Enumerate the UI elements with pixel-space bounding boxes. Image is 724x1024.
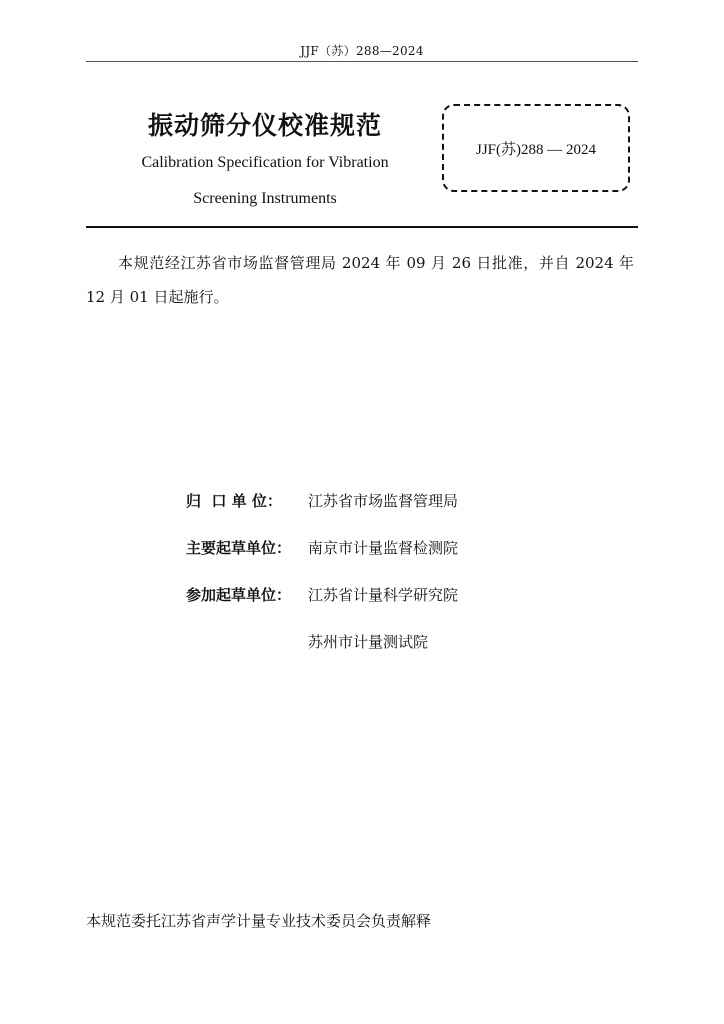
specification-code: JJF(苏)288 — 2024 (475, 141, 596, 158)
unit-label: 参加起草单位： (186, 586, 292, 604)
unit-value: 南京市计量监督检测院 (308, 539, 459, 557)
specification-code-box (442, 104, 630, 192)
title-english-line-2: Screening Instruments (193, 190, 337, 207)
unit-row-responsible (186, 490, 586, 537)
header-rule (86, 61, 638, 62)
unit-value: 江苏省计量科学研究院 (308, 586, 459, 604)
running-header: JJF（苏）288—2024 (300, 44, 424, 58)
title-chinese: 振动筛分仪校准规范 (147, 111, 382, 140)
drafting-units (186, 490, 586, 678)
unit-row-participant-2 (186, 631, 586, 678)
title-divider (86, 226, 638, 228)
title-english-line-1: Calibration Specification for Vibration (141, 154, 389, 171)
approval-statement: 本规范经江苏省市场监督管理局 2024 年 09 月 26 日批准，并自 2024 年 12 月 01 日起施行。 (86, 254, 634, 306)
unit-value: 江苏省市场监督管理局 (308, 492, 459, 510)
interpretation-note: 本规范委托江苏省声学计量专业技术委员会负责解释 (86, 912, 432, 930)
unit-label: 主要起草单位： (186, 539, 292, 557)
unit-label: 归 口 单 位： (186, 492, 282, 510)
unit-row-participant (186, 584, 586, 631)
unit-value: 苏州市计量测试院 (308, 633, 429, 651)
unit-row-main-drafter (186, 537, 586, 584)
